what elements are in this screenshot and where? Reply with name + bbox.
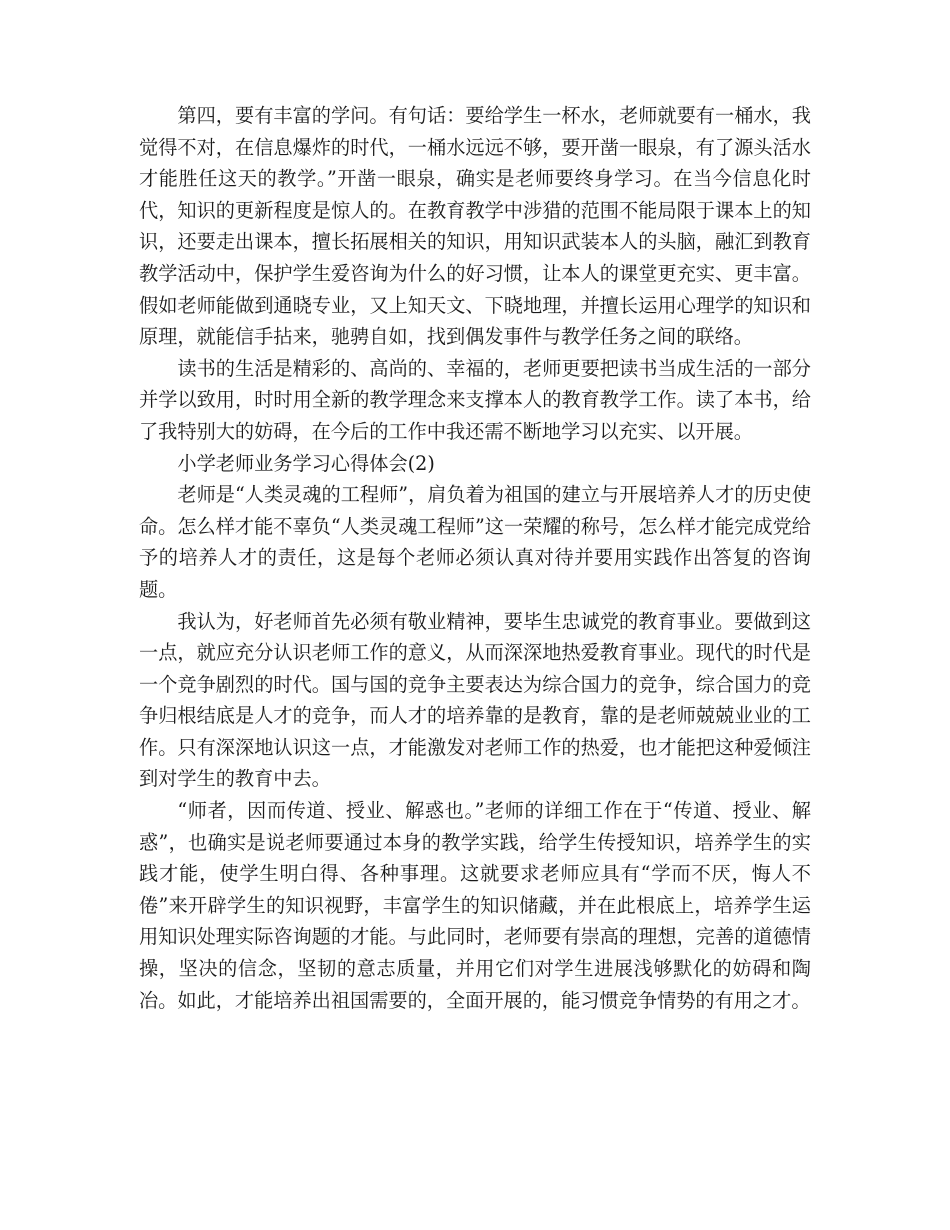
section-title: 小学老师业务学习心得体会(2)	[177, 451, 435, 475]
paragraph-2: 读书的生活是精彩的、高尚的、幸福的，老师更要把读书当成生活的一部分并学以致用，时时用全新的教学理念来支撑本人的教育教学工作。读了本书，给了我特别大的妨碍，在今后的工作中我还需不断地学习以充实、以开展。	[139, 356, 811, 443]
paragraph-3: 老师是“人类灵魂的工程师”，肩负着为祖国的建立与开展培养人才的历史使命。怎么样才能不辜负“人类灵魂工程师”这一荣耀的称号，怎么样才能完成党给予的培养人才的责任，这是每个老师必须认真对待并要用实践作出答复的咨询题。	[139, 483, 812, 601]
paragraph-5: “师者，因而传道、授业、解惑也。”老师的详细工作在于“传道、授业、解惑”，也确实是说老师要通过本身的教学实践，给学生传授知识，培养学生的实践才能，使学生明白得、各种事理。这就要求老师应具有“学而不厌，悔人不倦”来开辟学生的知识视野，丰富学生的知识储藏，并在此根底上，培养学生运用知识处理实际咨询题的才能。与此同时，老师要有崇高的理想，完善的道德情操，坚决的信念，坚韧的意志质量，并用它们对学生进展浅够默化的妨碍和陶冶。如此，才能培养出祖国需要的，全面开展的，能习惯竞争情势的有用之才。	[139, 799, 811, 1012]
paragraph-4: 我认为，好老师首先必须有敬业精神，要毕生忠诚党的教育事业。要做到这一点，就应充分认识老师工作的意义，从而深深地热爱教育事业。现代的时代是一个竞争剧烈的时代。国与国的竞争主要表达为综合国力的竞争，综合国力的竞争归根结底是人才的竞争，而人才的培养靠的是教育，靠的是老师兢兢业业的工作。只有深深地认识这一点，才能激发对老师工作的热爱，也才能把这种爱倾注到对学生的教育中去。	[139, 609, 811, 791]
document-page	[139, 100, 811, 1016]
paragraph-1: 第四，要有丰富的学问。有句话：要给学生一杯水，老师就要有一桶水，我觉得不对，在信息爆炸的时代，一桶水远远不够，要开凿一眼泉，有了源头活水才能胜任这天的教学。”开凿一眼泉，确实是老师要终身学习。在当今信息化时代，知识的更新程度是惊人的。在教育教学中涉猎的范围不能局限于课本上的知识，还要走出课本，擅长拓展相关的知识，用知识武装本人的头脑，融汇到教育教学活动中，保护学生爱咨询为什么的好习惯，让本人的课堂更充实、更丰富。假如老师能做到通晓专业，又上知天文、下晓地理，并擅长运用心理学的知识和原理，就能信手拈来，驰骋自如，找到偶发事件与教学任务之间的联络。	[139, 104, 811, 349]
